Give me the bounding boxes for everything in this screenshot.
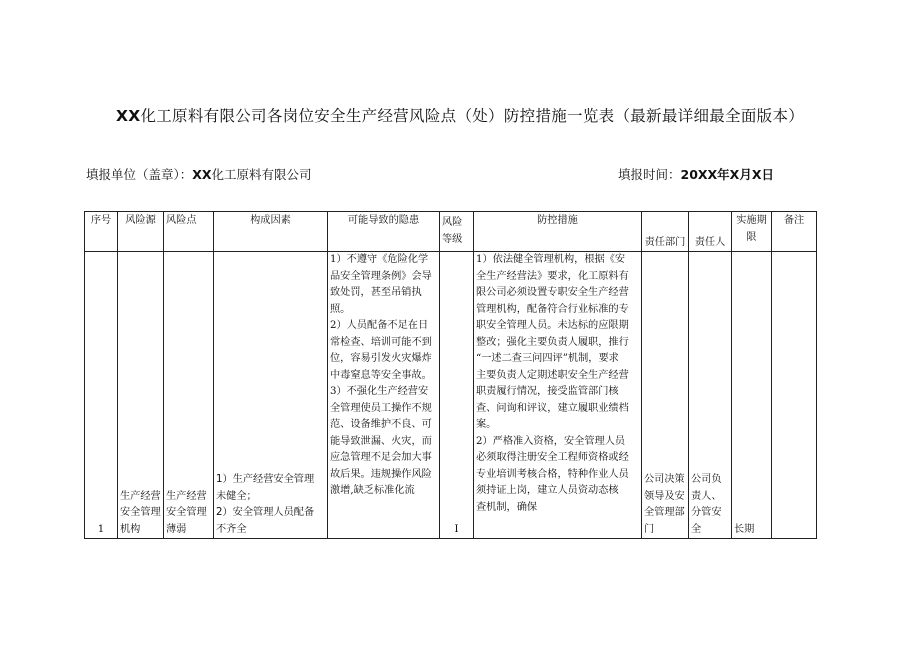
cell-source bbox=[118, 252, 164, 539]
cell-line: 公司负 bbox=[691, 474, 722, 485]
cell-remark bbox=[772, 252, 817, 539]
cell-line: 分管安 bbox=[691, 507, 722, 518]
unit-label: 填报单位（盖章）： bbox=[86, 167, 193, 182]
cell-line: 安全管理 bbox=[120, 507, 161, 518]
header-point: 风险点 bbox=[164, 212, 214, 252]
cell-line: 不齐全 bbox=[216, 523, 247, 535]
risk-control-table bbox=[84, 211, 817, 539]
cell-line: 生产经营 bbox=[166, 490, 207, 502]
cell-line: 主要负责人定期述职安全生产经营 bbox=[476, 369, 629, 381]
cell-line: 常检查、培训可能不到 bbox=[330, 336, 432, 348]
cell-line: 查、问询和评议，建立履职业绩档 bbox=[476, 402, 629, 414]
cell-line: 职责履行情况，接受监管部门核 bbox=[476, 386, 619, 397]
header-remark: 备注 bbox=[772, 212, 817, 252]
reporting-time bbox=[618, 165, 774, 183]
cell-line: 专业培训考核合格，特种作业人员 bbox=[476, 468, 629, 480]
header-source: 风险源 bbox=[118, 212, 164, 252]
cell-line: 2）人员配备不足在日 bbox=[330, 320, 429, 331]
cell-line: 应急管理不足会加大事 bbox=[330, 452, 432, 463]
table-row bbox=[85, 252, 817, 539]
cell-line: “一述二查三问四评”机制，要求 bbox=[476, 353, 619, 364]
cell-line: 范、设备维护不良、可 bbox=[330, 419, 432, 430]
cell-dept bbox=[642, 252, 689, 539]
cell-line: 公司决策 bbox=[644, 474, 685, 485]
cell-line: 致处罚，甚至吊销执 bbox=[330, 287, 422, 298]
unit-prefix: XX bbox=[192, 167, 212, 182]
cell-line: 未健全； bbox=[216, 490, 257, 502]
reporting-unit bbox=[86, 165, 312, 183]
cell-line: 2）安全管理人员配备 bbox=[216, 507, 315, 518]
header-measures: 防控措施 bbox=[474, 212, 642, 252]
cell-line: 生产经营 bbox=[120, 490, 161, 502]
cell-line: 必须取得注册安全工程师资格或经 bbox=[476, 452, 629, 463]
cell-line: 安全管理 bbox=[166, 507, 207, 518]
cell-line: 1）生产经营安全管理 bbox=[216, 474, 315, 485]
cell-line: 案。 bbox=[476, 419, 497, 430]
cell-line: 2）严格准入资格，安全管理人员 bbox=[476, 435, 626, 447]
cell-seq: 1 bbox=[85, 252, 118, 539]
header-hazards: 可能导致的隐患 bbox=[328, 212, 440, 252]
page-title: XX化工原料有限公司各岗位安全生产经营风险点（处）防控措施一览表（最新最详细最全面版本） bbox=[115, 107, 805, 125]
cell-line: 位，容易引发火灾爆炸 bbox=[330, 353, 432, 364]
cell-line: 全管理使员工操作不规 bbox=[330, 402, 432, 414]
header-person: 责任人 bbox=[689, 212, 732, 252]
cell-line: 机构 bbox=[120, 523, 141, 535]
header-row bbox=[85, 212, 817, 252]
cell-line: 品安全管理条例》会导 bbox=[330, 270, 432, 282]
cell-hazards bbox=[328, 252, 440, 539]
unit-name: 化工原料有限公司 bbox=[211, 167, 312, 182]
header-dept: 责任部门 bbox=[642, 212, 689, 252]
time-value: 20XX年X月X日 bbox=[680, 167, 774, 182]
cell-point bbox=[164, 252, 214, 539]
cell-line: 激增,缺乏标准化流 bbox=[330, 485, 415, 496]
cell-person bbox=[689, 252, 732, 539]
header-seq: 序号 bbox=[85, 212, 118, 252]
cell-line: 责人、 bbox=[691, 490, 722, 502]
cell-line: 全管理部 bbox=[644, 507, 685, 518]
header-factors: 构成因素 bbox=[214, 212, 328, 252]
cell-line: 管理机构，配备符合行业标准的专 bbox=[476, 303, 629, 315]
cell-line: 职安全管理人员。未达标的应限期 bbox=[476, 320, 629, 331]
cell-line: 领导及安 bbox=[644, 490, 685, 502]
cell-line: 1）不遵守《危险化学 bbox=[330, 254, 429, 265]
cell-line: 查机制，确保 bbox=[476, 501, 538, 513]
header-period: 实施期限 bbox=[732, 212, 772, 252]
cell-line: 门 bbox=[644, 523, 655, 535]
cell-measures bbox=[474, 252, 642, 539]
header-level: 风险等级 bbox=[440, 212, 474, 252]
time-label: 填报时间： bbox=[618, 167, 681, 182]
cell-level: I bbox=[440, 252, 474, 539]
cell-line: 能导致泄漏、火灾，而 bbox=[330, 435, 432, 447]
cell-line: 限公司必须设置专职安全生产经营 bbox=[476, 287, 629, 298]
cell-line: 3）不强化生产经营安 bbox=[330, 386, 429, 397]
cell-line: 须持证上岗，建立人员资动态核 bbox=[476, 485, 619, 496]
cell-period: 长期 bbox=[732, 252, 772, 539]
cell-line: 中毒窒息等安全事故。 bbox=[330, 369, 432, 381]
cell-factors bbox=[214, 252, 328, 539]
cell-line: 全 bbox=[691, 523, 702, 535]
cell-line: 1）依法健全管理机构，根据《安 bbox=[476, 254, 626, 265]
cell-line: 照。 bbox=[330, 303, 351, 315]
cell-line: 薄弱 bbox=[166, 523, 187, 535]
cell-line: 全生产经营法》要求，化工原料有 bbox=[476, 270, 629, 282]
cell-line: 故后果。违规操作风险 bbox=[330, 468, 432, 480]
cell-line: 整改；强化主要负责人履职，推行 bbox=[476, 336, 629, 348]
